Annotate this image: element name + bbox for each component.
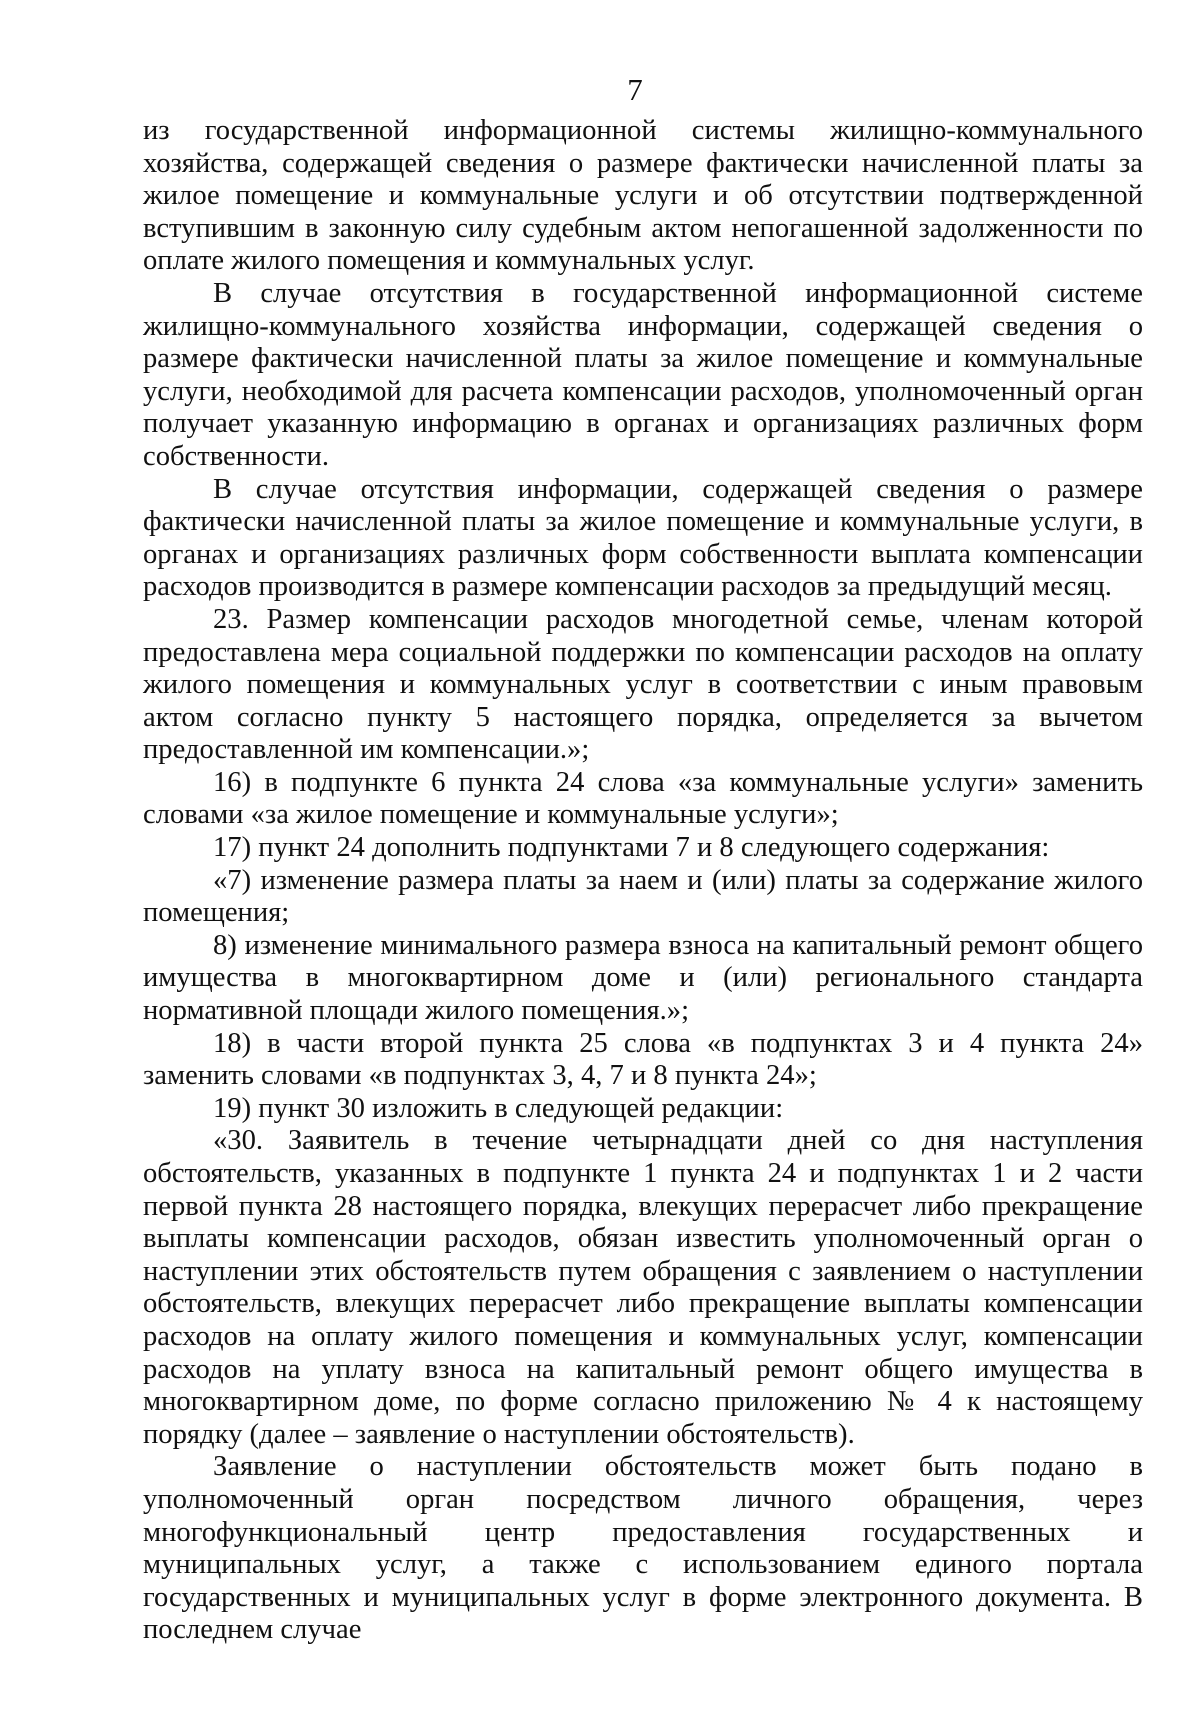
paragraph: В случае отсутствия в государственной информационной системе жилищно-коммунального хозяйства информации, содержащей сведения о размере фактически начисленной платы за жилое помещение и коммунальные услуги, необходимой для расчета компенсации расходов, уполномоченный орган получает указанную информацию в органах и организациях различных форм собственности. — [143, 277, 1143, 472]
paragraph-item-19: 19) пункт 30 изложить в следующей редакции: — [213, 1092, 784, 1124]
document-body — [143, 115, 1143, 1647]
paragraph: Заявление о наступлении обстоятельств может быть подано в уполномоченный орган посредством личного обращения, через многофункциональный центр предоставления государственных и муниципальных услуг, а также с использованием единого портала государственных и муниципальных услуг в форме электронного документа. В последнем случае — [143, 1451, 1143, 1646]
paragraph-subitem-7: «7) изменение размера платы за наем и (или) платы за содержание жилого помещения; — [143, 864, 1143, 929]
paragraph: из государственной информационной системы жилищно-коммунального хозяйства, содержащей сведения о размере фактически начисленной платы за жилое помещение и коммунальные услуги и об отсутствии подтвержденной вступившим в законную силу судебным актом непогашенной задолженности по оплате жилого помещения и коммунальных услуг. — [143, 115, 1143, 277]
paragraph-subitem-8: 8) изменение минимального размера взноса на капитальный ремонт общего имущества в многоквартирном доме и (или) регионального стандарта нормативной площади жилого помещения.»; — [143, 929, 1143, 1027]
paragraph-item-18: 18) в части второй пункта 25 слова «в подпунктах 3 и 4 пункта 24» заменить словами «в подпунктах 3, 4, 7 и 8 пункта 24»; — [143, 1027, 1143, 1092]
page-number: 7 — [627, 72, 643, 107]
paragraph-item-16: 16) в подпункте 6 пункта 24 слова «за коммунальные услуги» заменить словами «за жилое помещение и коммунальные услуги»; — [143, 766, 1143, 831]
paragraph-item-30: «30. Заявитель в течение четырнадцати дней со дня наступления обстоятельств, указанных в подпункте 1 пункта 24 и подпунктах 1 и 2 части первой пункта 28 настоящего порядка, влекущих перерасчет либо прекращение выплаты компенсации расходов, обязан известить уполномоченный орган о наступлении этих обстоятельств путем обращения с заявлением о наступлении обстоятельств, влекущих перерасчет либо прекращение выплаты компенсации расходов на оплату жилого помещения и коммунальных услуг, компенсации расходов на уплату взноса на капитальный ремонт общего имущества в многоквартирном доме, по форме согласно приложению № 4 к настоящему порядку (далее – заявление о наступлении обстоятельств). — [143, 1125, 1143, 1450]
paragraph: В случае отсутствия информации, содержащей сведения о размере фактически начисленной платы за жилое помещение и коммунальные услуги, в органах и организациях различных форм собственности выплата компенсации расходов производится в размере компенсации расходов за предыдущий месяц. — [143, 473, 1143, 603]
paragraph-item-17: 17) пункт 24 дополнить подпунктами 7 и 8 следующего содержания: — [213, 832, 1050, 864]
paragraph-item-23: 23. Размер компенсации расходов многодетной семье, членам которой предоставлена мера социальной поддержки по компенсации расходов на оплату жилого помещения и коммунальных услуг в соответствии с иным правовым актом согласно пункту 5 настоящего порядка, определяется за вычетом предоставленной им компенсации.»; — [143, 603, 1143, 766]
